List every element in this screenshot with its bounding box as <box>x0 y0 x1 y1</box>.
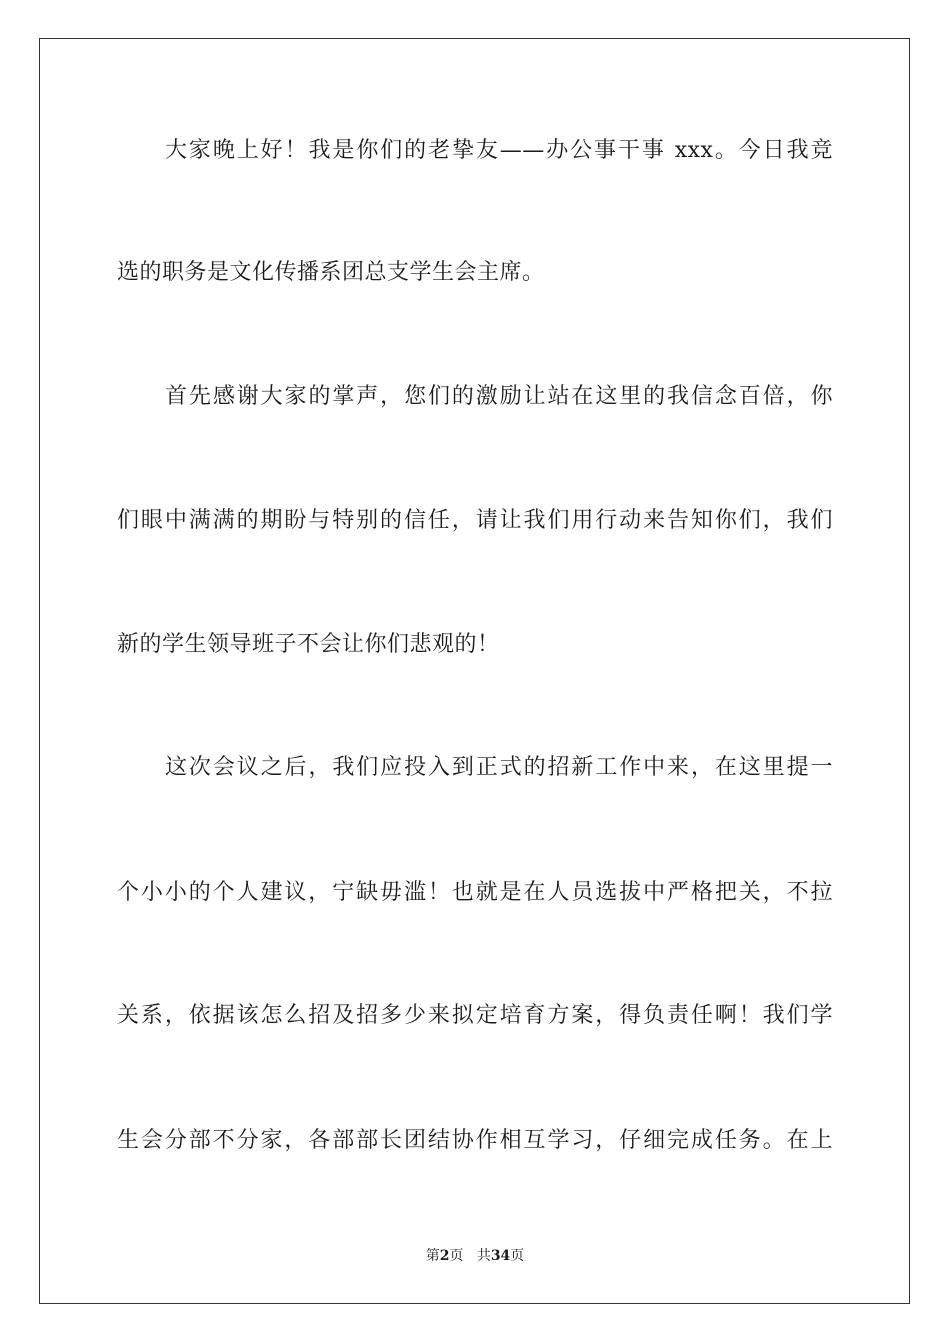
paragraph-3-line-3: 关系，依据该怎么招及招多少来拟定培育方案，得负责任啊！我们学 <box>117 1003 833 1028</box>
paragraph-2-line-3: 新的学生领导班子不会让你们悲观的！ <box>117 632 500 657</box>
paragraph-3-line-4: 生会分部不分家，各部部长团结协作相互学习，仔细完成任务。在上 <box>117 1128 833 1153</box>
paragraph-2-line-2: 们眼中满满的期盼与特别的信任，请让我们用行动来告知你们，我们 <box>117 508 833 533</box>
footer-total-suffix: 页 <box>510 1248 525 1264</box>
paragraph-1-line-1: 大家晚上好！我是你们的老挚友——办公事干事 xxx。今日我竞 <box>165 138 833 163</box>
paragraph-3-line-1: 这次会议之后，我们应投入到正式的招新工作中来，在这里提一 <box>165 755 833 780</box>
paragraph-3-line-2: 个小小的个人建议，宁缺毋滥！也就是在人员选拔中严格把关，不拉 <box>117 880 833 905</box>
footer-spacer <box>463 1248 476 1264</box>
page-footer <box>0 1246 950 1266</box>
footer-page-prefix: 第 <box>425 1248 440 1264</box>
paragraph-2-line-1: 首先感谢大家的掌声，您们的激励让站在这里的我信念百倍，你 <box>165 384 833 409</box>
footer-total-prefix: 共 <box>476 1248 491 1264</box>
footer-total-pages: 34 <box>490 1248 511 1264</box>
footer-page-suffix: 页 <box>449 1248 464 1264</box>
paragraph-1-line-2: 选的职务是文化传播系团总支学生会主席。 <box>117 260 545 285</box>
footer-page-number: 2 <box>439 1248 450 1264</box>
page-border <box>39 38 910 1304</box>
